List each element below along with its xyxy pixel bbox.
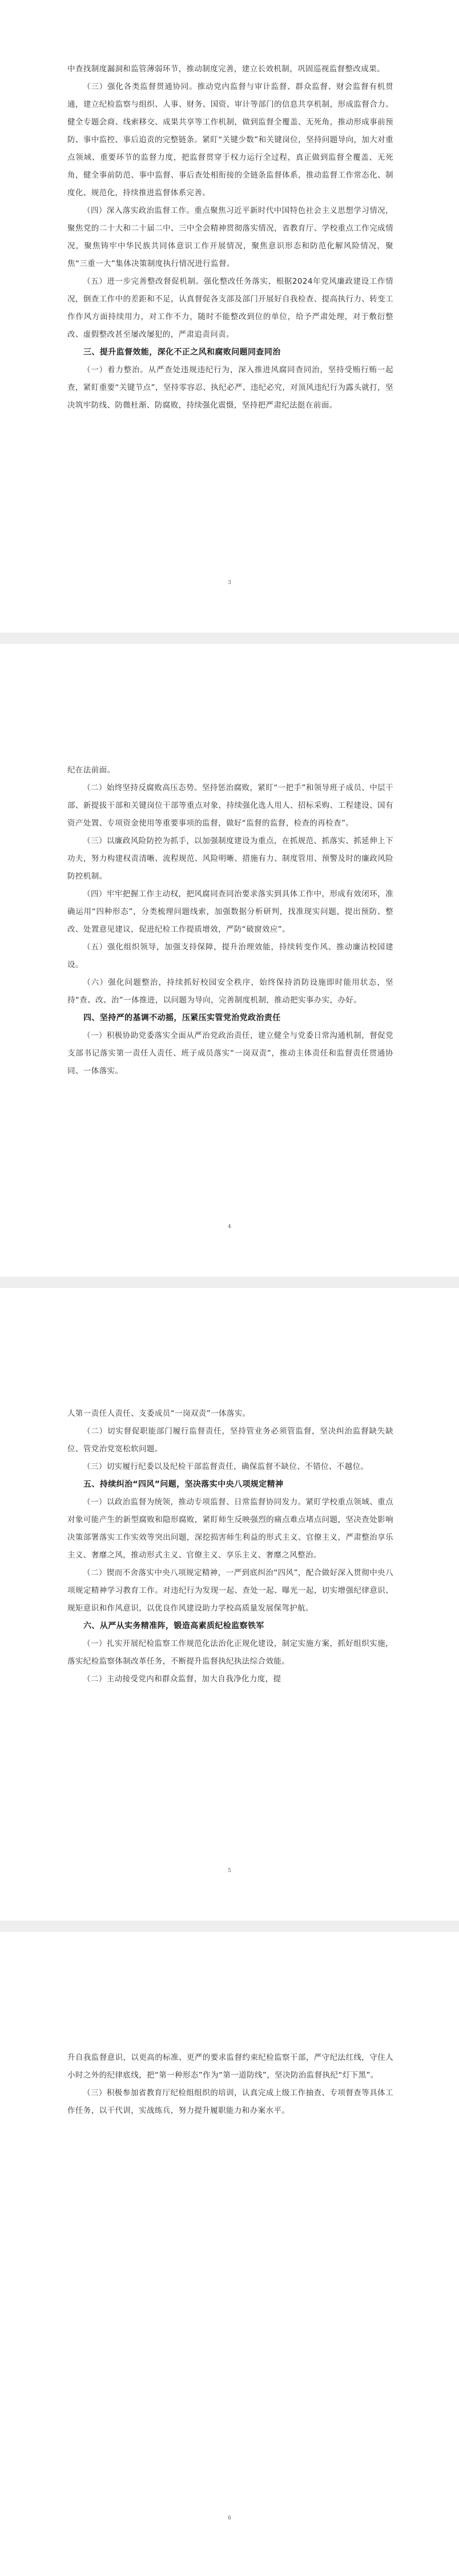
section-heading: 三、提升监督效能，深化不正之风和腐败问题同查同治 [83,348,281,357]
document-page [0,644,459,1277]
paragraph: 人第一责任人责任、支委成员“一岗双责”一体落实。 [67,1409,251,1418]
page-number: 5 [228,1868,231,1874]
document-page [0,1932,459,2576]
paragraph: 升自我监督意识，以更高的标准、更严的要求监督约束纪检监察干部，严守纪法红线，守住人小时之外的纪律底线，把“第一种形态”作为“第一道防线”，坚决防治监督执纪“灯下黑”。 [67,2053,393,2080]
paragraph: （三）积极参加省教育厅纪检组组织的培训，认真完成上级工作抽查、专项督查等具体工作任务，以干代训，实战练兵，努力提升履职能力和办案水平。 [67,2088,393,2115]
section-heading: 六、从严从实务精准阵，锻造高素质纪检监察铁军 [83,1621,264,1631]
page-number: 4 [228,1224,231,1230]
page-body [67,1405,393,1688]
page-number: 3 [228,580,231,586]
paragraph: （三）以廉政风险防控为抓手，以加强制度建设为重点，在抓规范、抓落实、抓延伸上下功夫，努力构建权责清晰、流程规范、风险明晰、措施有力、制度管用、预警及时的廉政风险防控机制。 [67,836,393,881]
paragraph: （四）牢牢把握工作主动权，把风腐同查同治要求落实到具体工作中，形成有效闭环，准确运用“四种形态”，分类梳理问题线索，加强数据分析研判，找准现实问题，提出预防、整改、处置意见建议，促进纪检工作提质增效，严防“破窗效应”。 [67,889,393,934]
section-heading: 四、坚持严的基调不动摇，压紧压实管党治党政治责任 [83,1013,281,1023]
paragraph: （二）切实督促职能部门履行监督责任，坚持管业务必须管监督，坚决纠治监督缺失缺位、管党治党宽松软问题。 [67,1427,393,1454]
paragraph: （一）积极协助党委落实全面从严治党政治责任，建立健全与党委日常沟通机制，督促党支部书记落实第一责任人责任、班子成员落实“一岗双责”，推动主体责任和监督责任贯通协同、一体落实。 [67,1031,393,1076]
paragraph: （一）扎实开展纪检监察工作规范化法治化正规化建设，制定实施方案，抓好组织实施，落实纪检监察体制改革任务，不断提升监督执纪执法综合效能。 [67,1639,393,1666]
paragraph: 中查找制度漏洞和监管薄弱环节，推动制度完善，建立长效机制，巩固巡视监督整改成果。 [67,65,385,74]
paragraph: （二）锲而不舍落实中央八项规定精神，一严到底纠治“四风”，配合做好深入贯彻中央八项规定精神学习教育工作。对违纪行为发现一起、查处一起、曝光一起，切实增强纪律意识、规矩意识和作风意识，以优良作风建设助力学校高质量发展保驾护航。 [67,1568,393,1613]
page-body [67,61,393,414]
paragraph: （二）始终坚持反腐败高压态势。坚持惩治腐败，紧盯“一把手”和领导班子成员、中层干部、新提拔干部和关键岗位干部等重点对象，持续强化选人用人、招标采购、工程建设、国有资产处置、专项资金使用等重要事项的监督，做好“监督的监督，检查的再检查”。 [67,783,393,828]
document-page [0,1288,459,1921]
paragraph: （一）以政治监督为统领，推动专项监督、日常监督协同发力。紧盯学校重点领域、重点对象可能产生的新型腐败和隐形腐败，紧盯师生反映强烈的痛点难点堵点问题，坚决查处影响决策部署落实工作实效等突出问题，深挖损害师生利益的形式主义、官僚主义，严肃整治享乐主义、奢靡之风，推动形式主义、官僚主义、享乐主义、奢靡之风整治。 [67,1498,393,1560]
paragraph: （六）强化问题整治，持续抓好校园安全秩序，始终保持消防设施即时能用状态，坚持“查、改、治”一体推进，以问题为导向，完善制度机制，推动把实事办实，办好。 [67,978,393,1005]
page-body [67,762,393,1080]
document-page [0,0,459,633]
paragraph: （五）进一步完善整改督促机制。强化整改任务落实，根据2024年党风廉政建设工作情况，倒查工作中的差距和不足，认真督促各支部及部门开展好自我检查、提高执行力、转变工作作风方面持续用力，对工作不力，随时不能整改到位的单位，给予严肃处理，对于敷衍整改、虚假整改甚至屡改屡犯的，严肃追责问责。 [67,277,393,339]
paragraph: （五）强化组织领导，加强支持保障，提升治理效能，持续转变作风、推动廉洁校园建设。 [67,943,393,969]
paragraph: （一）着力整治。从严查处违规违纪行为，深入推进风腐同查同治，坚持受贿行贿一起查，紧盯重要“关键节点”，坚持零容忍、执纪必严、违纪必究，对顶风违纪行为露头就打，坚决筑牢防线、防微杜渐、防腐败，持续强化震慑，坚持把严肃纪法挺在前面。 [67,365,393,410]
page-body [67,2049,393,2120]
paragraph: （四）深入落实政治监督工作。重点聚焦习近平新时代中国特色社会主义思想学习情况，聚焦党的二十大和二十届二中、三中全会精神贯彻落实情况，省教育厅、学校重点工作完成情况，聚焦铸牢中华民族共同体意识工作开展情况，聚焦意识形态和防范化解风险情况，聚焦“三重一大”集体决策制度执行情况进行监督。 [67,206,393,268]
paragraph: 纪在法前面。 [67,766,115,775]
paragraph: （三）切实履行纪委以及纪检干部监督责任，确保监督不缺位、不错位、不越位。 [83,1462,369,1471]
paragraph: （二）主动接受党内和群众监督，加大自我净化力度，提 [83,1675,281,1684]
page-number: 6 [228,2515,231,2521]
paragraph: （三）强化各类监督贯通协同。推动党内监督与审计监督、群众监督、财会监督有机贯通，建立纪检监察与组织、人事、财务、国资、审计等部门的信息共享机制，形成监督合力。健全专题会商、线索移交、成果共享等工作机制，做到监督全覆盖、无死角，推动形成事前预防、事中监控、事后追责的完整链条。紧盯“关键少数”和关键岗位，坚持问题导向，加大对重点领域、重要环节的监督力度，把监督贯穿于权力运行全过程，真正做到监督全覆盖、无死角，健全事前防范、事中监督、事后查处相衔接的全链条监督体系，推动监督工作常态化、制度化、规范化，持续推进监督体系完善。 [67,82,393,198]
section-heading: 五、持续纠治“四风”问题，坚决落实中央八项规定精神 [83,1480,284,1489]
